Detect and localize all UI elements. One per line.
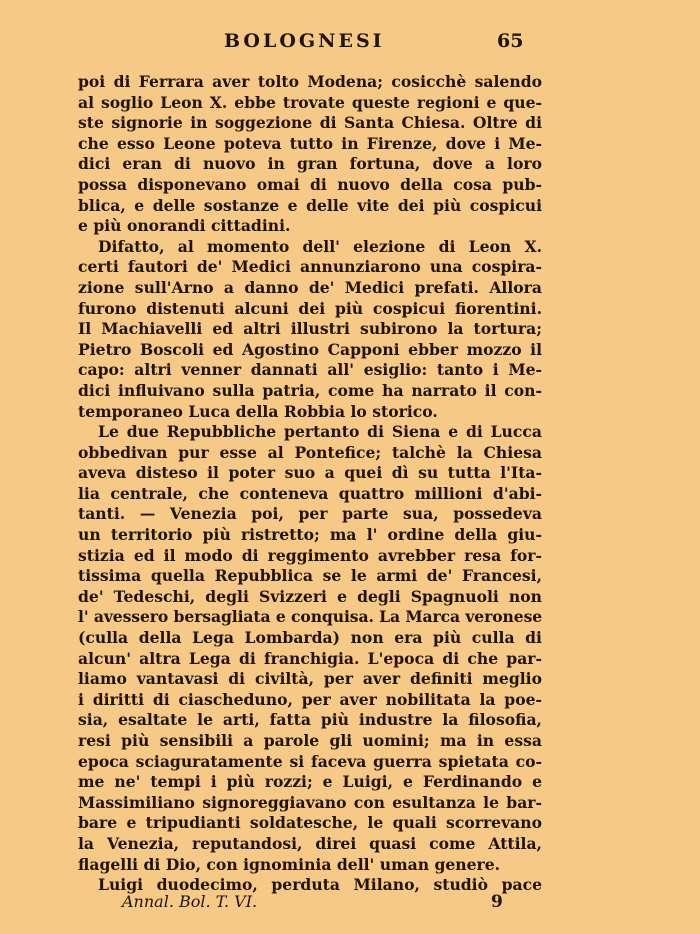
text-line: poi di Ferrara aver tolto Modena; cosicchè salendo [78,72,542,91]
text-line: lia centrale, che conteneva quattro millioni d'abi- [78,483,542,503]
text-line: Le due Repubbliche pertanto di Siena e di Lucca [98,422,542,442]
text-line: capo: altri venner dannati all' esiglio: tanto i Me- [78,360,542,380]
text-line: dici eran di nuovo in gran fortuna, dove a loro [78,154,542,174]
text-line: bare e tripudianti soldatesche, le quali scorrevano [78,813,542,833]
text-line: liamo vantavasi di civiltà, per aver definiti meglio [78,669,542,689]
printer-signature: Annal. Bol. T. VI. [122,892,258,911]
text-line: possa disponevano omai di nuovo della cosa pub- [78,174,542,194]
text-line: Massimiliano signoreggiavano con esultanza le bar- [78,792,542,812]
running-head [0,30,700,60]
running-title: BOLOGNESI [224,30,385,52]
text-line: zione sull'Arno a danno de' Medici prefati. Allora [78,277,542,297]
text-line: temporaneo Luca della Robbia lo storico. [78,401,438,421]
text-line: tissima quella Repubblica se le armi de' Francesi, [78,566,542,586]
text-line: Difatto, al momento dell' elezione di Leon X. [98,236,542,256]
text-line: un territorio più ristretto; ma l' ordine della giu- [78,525,542,545]
text-line: tanti. — Venezia poi, per parte sua, possedeva [78,504,542,524]
text-line: che esso Leone poteva tutto in Firenze, dove i Me- [78,133,542,153]
text-line: Pietro Boscoli ed Agostino Capponi ebber mozzo il [78,339,542,359]
body-text [78,72,542,896]
text-line: epoca sciaguratamente si faceva guerra spietata co- [78,751,542,771]
text-line: (culla della Lega Lombarda) non era più culla di [78,628,542,648]
text-line: alcun' altra Lega di franchigia. L'epoca di che par- [78,648,542,668]
signature-mark: 9 [491,892,503,912]
text-line: obbedivan pur esse al Pontefice; talchè la Chiesa [78,442,542,462]
text-line: blica, e delle sostanze e delle vite dei più cospicui [78,195,542,215]
text-line: aveva disteso il poter suo a quei dì su tutta l'Ita- [78,463,542,483]
text-line: de' Tedeschi, degli Svizzeri e degli Spagnuoli non [78,586,542,606]
text-line: stizia ed il modo di reggimento avrebber resa for- [78,545,542,565]
page-footer [0,892,700,918]
text-line: al soglio Leon X. ebbe trovate queste regioni e que- [78,92,542,112]
page-number: 65 [497,30,524,52]
text-line: Luigi duodecimo, perduta Milano, studiò pace [98,875,542,895]
text-line: l' avessero bersagliata e conquisa. La Marca veronese [78,607,543,627]
text-line: Il Machiavelli ed altri illustri subirono la tortura; [78,319,542,339]
text-line: la Venezia, reputandosi, direi quasi come Attila, [78,833,542,853]
text-line: e più onorandi cittadini. [78,216,291,236]
text-line: i diritti di ciascheduno, per aver nobilitata la poe- [78,689,542,709]
text-line: resi più sensibili a parole gli uomini; ma in essa [78,731,542,750]
text-line: sia, esaltate le arti, fatta più industre la filosofia, [78,710,542,730]
text-line: furono distenuti alcuni dei più cospicui fiorentini. [78,298,542,318]
text-line: certi fautori de' Medici annunziarono una cospira- [78,257,542,277]
text-line: ste signorie in soggezione di Santa Chiesa. Oltre di [78,113,542,133]
text-line: me ne' tempi i più rozzi; e Luigi, e Ferdinando e [78,772,542,792]
text-line: flagelli di Dio, con ignominia dell' uman genere. [78,854,501,874]
text-line: dici influivano sulla patria, come ha narrato il con- [78,380,542,400]
